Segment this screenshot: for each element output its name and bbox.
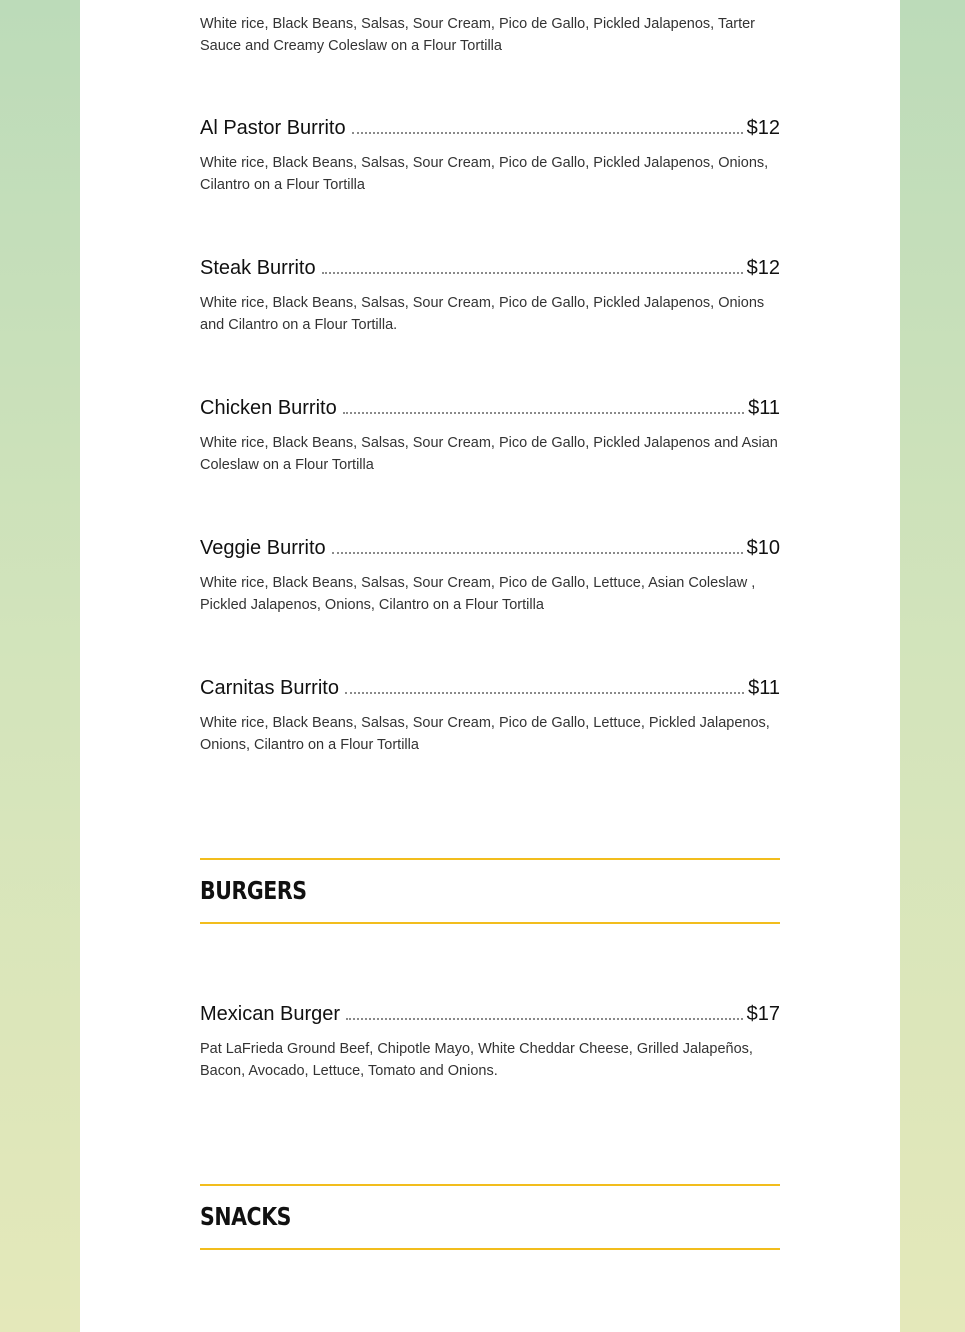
item-description: White rice, Black Beans, Salsas, Sour Cream, Pico de Gallo, Pickled Jalapenos and Asian Coleslaw on a Flour Tortilla <box>200 435 778 473</box>
item-name: Al Pastor Burrito <box>200 117 346 139</box>
item-price: $17 <box>746 1003 780 1025</box>
item-price: $10 <box>746 537 780 559</box>
item-description: White rice, Black Beans, Salsas, Sour Cream, Pico de Gallo, Pickled Jalapenos, Onions, Cilantro on a Flour Tortilla <box>200 155 769 193</box>
dot-leader <box>322 272 743 274</box>
item-price: $12 <box>746 257 780 279</box>
dot-leader <box>343 412 744 414</box>
item-description: White rice, Black Beans, Salsas, Sour Cream, Pico de Gallo, Pickled Jalapenos, Tarter Sauce and Creamy Coleslaw on a Flour Tortilla <box>200 16 756 54</box>
item-name: Chicken Burrito <box>200 397 337 419</box>
dot-leader <box>345 692 744 694</box>
item-name: Veggie Burrito <box>200 537 326 559</box>
dot-leader <box>352 132 743 134</box>
menu-item-al-pastor-burrito <box>200 114 780 196</box>
menu-item-chicken-burrito <box>200 394 780 476</box>
dot-leader <box>332 552 743 554</box>
section-title: BURGERS <box>200 876 307 905</box>
item-name: Carnitas Burrito <box>200 677 339 699</box>
section-title: SNACKS <box>200 1202 292 1231</box>
item-description: White rice, Black Beans, Salsas, Sour Cream, Pico de Gallo, Pickled Jalapenos, Onions and Cilantro on a Flour Tortilla. <box>200 295 765 333</box>
item-description: Pat LaFrieda Ground Beef, Chipotle Mayo, White Cheddar Cheese, Grilled Jalapeños, Bacon, Avocado, Lettuce, Tomato and Onions. <box>200 1041 753 1079</box>
item-price: $11 <box>748 397 780 419</box>
item-price: $11 <box>748 677 780 699</box>
menu-item-mexican-burger <box>200 1000 780 1082</box>
item-name: Steak Burrito <box>200 257 316 279</box>
menu-item-steak-burrito <box>200 254 780 336</box>
menu-page <box>80 0 900 1332</box>
item-description: White rice, Black Beans, Salsas, Sour Cream, Pico de Gallo, Lettuce, Asian Coleslaw , Pickled Jalapenos, Onions, Cilantro on a Flour Tortilla <box>200 575 756 613</box>
item-price: $12 <box>746 117 780 139</box>
section-header-burgers <box>200 858 780 924</box>
item-name: Mexican Burger <box>200 1003 341 1025</box>
section-header-snacks <box>200 1184 780 1250</box>
dot-leader <box>346 1018 743 1020</box>
item-description: White rice, Black Beans, Salsas, Sour Cream, Pico de Gallo, Lettuce, Pickled Jalapenos, Onions, Cilantro on a Flour Tortilla <box>200 715 770 753</box>
menu-item-veggie-burrito <box>200 534 780 616</box>
menu-item-carnitas-burrito <box>200 674 780 756</box>
